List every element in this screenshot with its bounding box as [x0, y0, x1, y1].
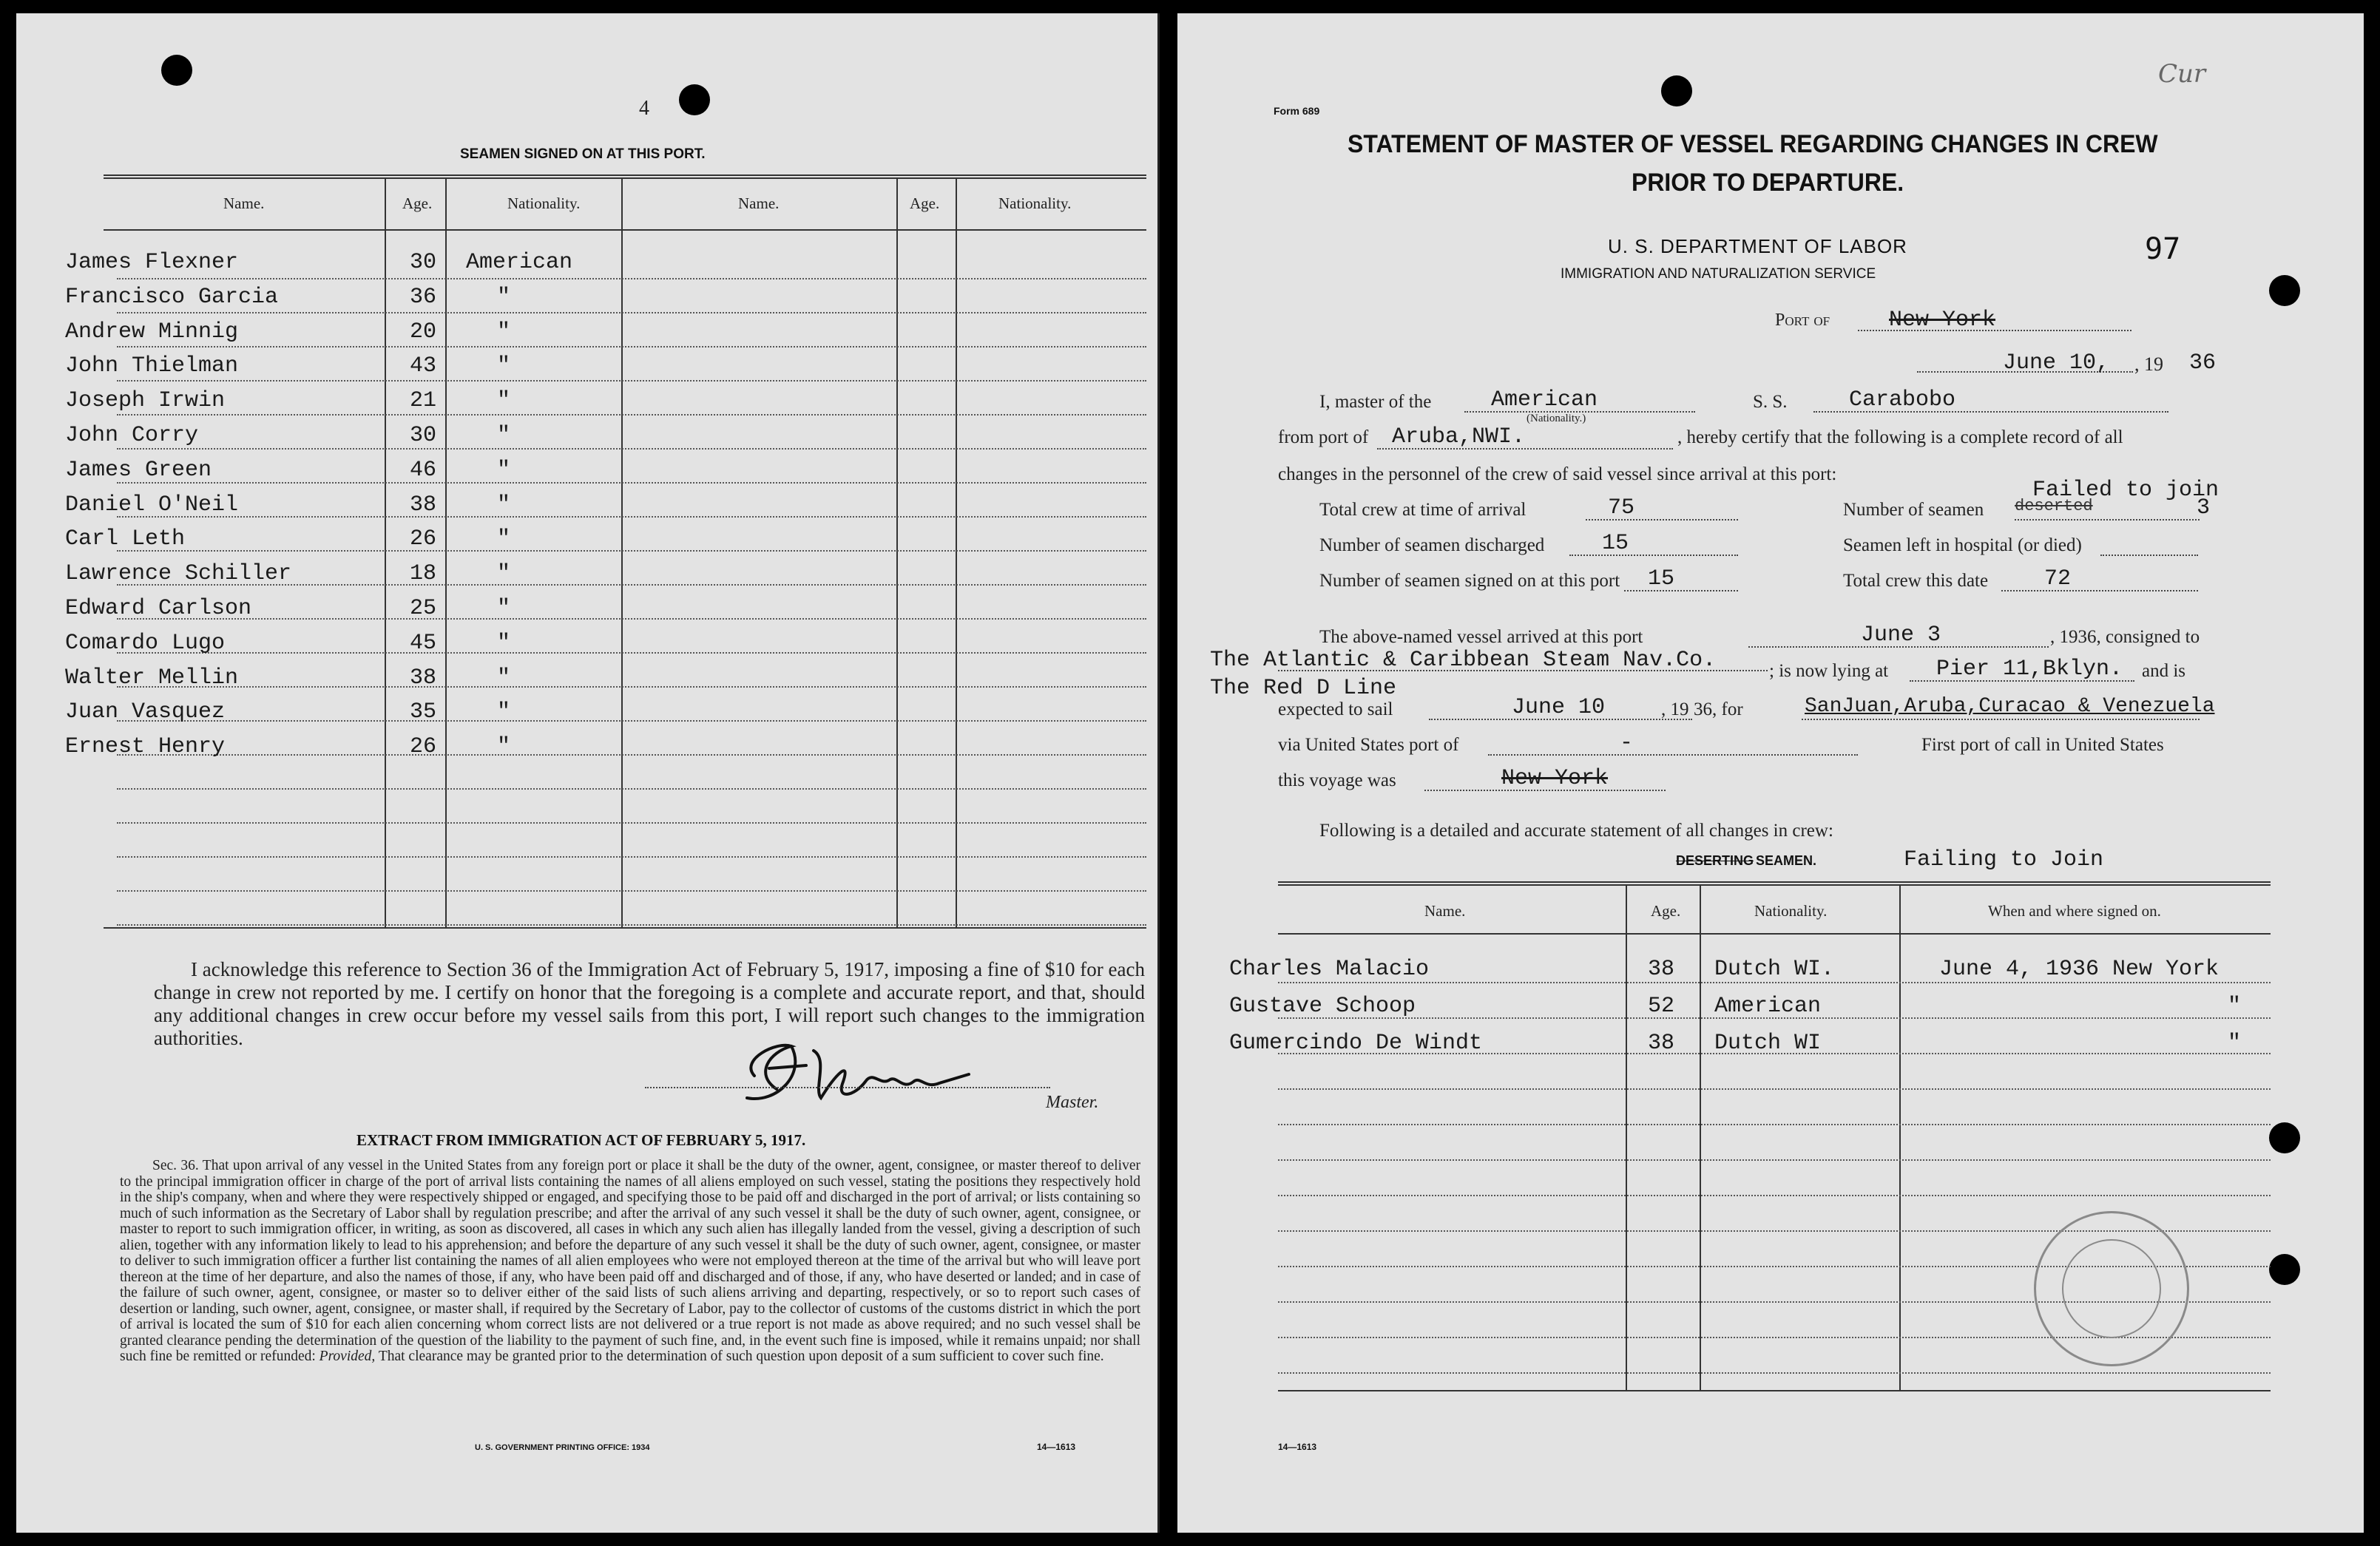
seaman-name: Comardo Lugo: [65, 630, 226, 656]
nationality-value: American: [1491, 387, 1598, 413]
ship-name: Carabobo: [1849, 387, 1956, 413]
punch-hole: [2269, 1122, 2300, 1153]
page-number: 4: [639, 97, 649, 120]
failed-seaman-nationality: Dutch WI: [1714, 1031, 1822, 1056]
fill-line: [1569, 555, 1738, 556]
sail-date: June 10: [1512, 695, 1606, 720]
failed-seaman-name: Charles Malacio: [1229, 957, 1430, 982]
seaman-nationality: American: [466, 250, 573, 275]
row-line: [1278, 982, 2271, 983]
seamen-label: Number of seamen: [1843, 500, 1984, 520]
year-prefix: , 19: [2134, 353, 2163, 375]
line-name: The Red D Line: [1210, 676, 1397, 701]
row-line: [117, 924, 1146, 926]
master-of-label: I, master of the: [1319, 392, 1432, 412]
row-line: [1278, 1088, 2271, 1090]
seaman-nationality: ": [497, 561, 511, 587]
seaman-age: 26: [410, 526, 437, 552]
arrived-date: June 3: [1861, 623, 1941, 648]
department: U. S. DEPARTMENT OF LABOR: [1608, 235, 1907, 257]
nationality-caption: (Nationality.): [1527, 413, 1586, 424]
proviso-label: Provided,: [319, 1349, 376, 1364]
seaman-nationality: ": [497, 353, 511, 379]
service: IMMIGRATION AND NATURALIZATION SERVICE: [1561, 266, 1876, 282]
col-header-nationality: Nationality.: [998, 194, 1072, 212]
row-line: [117, 448, 1146, 450]
seaman-nationality: ": [497, 699, 511, 725]
master-signature: [725, 1030, 976, 1111]
column-line: [896, 179, 898, 927]
changes-text: changes in the personnel of the crew of said vessel since arrival at this port:: [1278, 464, 1837, 484]
failed-seaman-signed: ": [2228, 994, 2242, 1019]
table-top-rule: [1278, 881, 2271, 886]
seaman-nationality: ": [497, 630, 511, 656]
form-title-2: PRIOR TO DEPARTURE.: [1632, 169, 1904, 197]
row-line: [117, 686, 1146, 688]
col-header-name: Name.: [223, 194, 265, 212]
failed-seaman-age: 38: [1648, 1031, 1675, 1056]
row-line: [117, 788, 1146, 790]
seaman-nationality: ": [497, 526, 511, 552]
first-call-label: First port of call in United States: [1921, 735, 2164, 755]
punch-hole: [679, 84, 710, 115]
immigration-seal-inner: [2062, 1239, 2161, 1338]
fill-line: [2015, 519, 2200, 521]
failed-seaman-age: 52: [1648, 994, 1675, 1019]
fill-line: [2001, 590, 2198, 591]
record-number: 97: [2145, 232, 2181, 266]
and-is: and is: [2142, 661, 2186, 681]
discharged-value: 15: [1602, 531, 1629, 556]
seaman-name: John Thielman: [65, 353, 239, 379]
row-line: [117, 890, 1146, 892]
header-rule: [1278, 933, 2271, 935]
row-line: [1278, 1159, 2271, 1161]
punch-hole: [1661, 75, 1692, 106]
seaman-nationality: ": [497, 734, 511, 760]
port-label: Port of: [1775, 311, 1830, 330]
row-line: [117, 278, 1146, 279]
form-code: 14—1613: [1278, 1442, 1317, 1452]
form-title: STATEMENT OF MASTER OF VESSEL REGARDING CHANGES IN CREW: [1348, 130, 2158, 158]
seaman-age: 26: [410, 734, 437, 760]
col-header-name: Name.: [738, 194, 780, 212]
seaman-age: 43: [410, 353, 437, 379]
seaman-name: John Corry: [65, 423, 199, 448]
row-line: [117, 516, 1146, 518]
table-bottom-rule: [1278, 1390, 2271, 1391]
seaman-name: Joseph Irwin: [65, 388, 226, 414]
form-code: 14—1613: [1037, 1442, 1076, 1452]
seaman-age: 30: [410, 423, 437, 448]
form-number: Form 689: [1274, 105, 1320, 117]
deserting-struck: DESERTING: [1676, 853, 1754, 868]
following-text: Following is a detailed and accurate statement of all changes in crew:: [1319, 821, 1833, 841]
total-arrival-value: 75: [1608, 495, 1635, 521]
fill-line: [1488, 754, 1858, 756]
seaman-age: 36: [410, 284, 437, 310]
row-line: [117, 652, 1146, 654]
hospital-label: Seamen left in hospital (or died): [1843, 535, 2082, 555]
total-date-label: Total crew this date: [1843, 571, 1989, 591]
seaman-name: James Flexner: [65, 250, 239, 275]
col-header-age: Age.: [1651, 902, 1681, 920]
printing-office: U. S. GOVERNMENT PRINTING OFFICE: 1934: [475, 1443, 650, 1452]
col-header-nationality: Nationality.: [1754, 902, 1828, 920]
seaman-name: Carl Leth: [65, 526, 186, 552]
seaman-age: 30: [410, 250, 437, 275]
fill-line: [1278, 670, 1768, 671]
seaman-name: Walter Mellin: [65, 665, 239, 691]
column-line: [385, 179, 386, 927]
column-line: [445, 179, 447, 927]
seaman-age: 38: [410, 665, 437, 691]
consignee: The Atlantic & Caribbean Steam Nav.Co.: [1210, 648, 1717, 673]
seaman-nationality: ": [497, 388, 511, 414]
first-call-value: New York: [1501, 766, 1609, 791]
fill-line: [1624, 590, 1738, 591]
seaman-nationality: ": [497, 319, 511, 345]
seaman-age: 18: [410, 561, 437, 587]
port-value: New York: [1889, 308, 1996, 333]
section-label: Sec. 36.: [152, 1158, 199, 1173]
corner-note: Cur: [2158, 59, 2206, 89]
signature-line: [645, 1087, 1050, 1088]
seaman-age: 45: [410, 630, 437, 656]
section-body: That upon arrival of any vessel in the United States from any foreign port or place it shall be the duty of the owner, agent, consignee, or master thereof to deliver to the principal immigration officer in charge of the port of arrival lists containing the names of all aliens employed on such vessel, stating the positions they respectively hold in the ship's company, when and where they were respectively shipped or engaged, and specifying those to be paid off and discharged in the port of arrival; or lists containing so much of such information as the Secretary of Labor shall by regulation prescribe; and after the arrival of any such vessel it shall be the duty of such owner, agent, consignee, or master to report to such immigration officer, in writing, as soon as discovered, all cases in which any such alien has illegally landed from the vessel, giving a description of such alien, together with any information likely to lead to his apprehension; and before the departure of any such vessel it shall be the duty of such owner, agent, consignee, or master to deliver to such immigration officer a further list containing the names of all alien employees who were not employed thereon at the time of the arrival but who will leave port thereon at the time of her departure, and also the names of those, if any, who have been paid off and discharged and of those, if any, who have deserted or landed; and in case of the failure of such owner, agent, consignee, or master so to deliver either of the said lists of such aliens arriving and departing, respectively, or so to report such cases of desertion or landing, such owner, agent, consignee, or master shall, if required by the Secretary of Labor, pay to the collector of customs of the customs district in which the port of arrival is located the sum of $10 for each alien concerning whom correct lists are not delivered or a true report is not made as above required; and no such vessel shall be granted clearance pending the determination of the question of the liability to the payment of such fine, and, in the event such fine is imposed, while it remains unpaid; nor shall such fine be remitted or refunded:: [120, 1158, 1141, 1364]
row-line: [1278, 1124, 2271, 1125]
column-line: [956, 179, 957, 927]
failed-seaman-nationality: Dutch WI.: [1714, 957, 1835, 982]
seaman-nationality: ": [497, 492, 511, 518]
failed-seaman-name: Gumercindo De Windt: [1229, 1031, 1483, 1056]
lying-text: ; is now lying at: [1769, 661, 1889, 681]
seaman-nationality: ": [497, 457, 511, 483]
extract-title: EXTRACT FROM IMMIGRATION ACT OF FEBRUARY 5, 1917.: [356, 1131, 806, 1149]
failing-to-join: Failing to Join: [1904, 847, 2104, 872]
voyage-label: this voyage was: [1278, 770, 1396, 790]
row-line: [117, 754, 1146, 756]
row-line: [1278, 1372, 2271, 1374]
destinations: SanJuan,Aruba,Curacao & Venezuela: [1805, 695, 2215, 718]
total-arrival-label: Total crew at time of arrival: [1319, 500, 1527, 520]
row-line: [117, 822, 1146, 824]
seaman-name: James Green: [65, 457, 212, 483]
signed-on-label: Number of seamen signed on at this port: [1319, 571, 1620, 591]
fill-line: [1802, 719, 2200, 720]
via-value: -: [1620, 730, 1634, 756]
arrived-text: The above-named vessel arrived at this port: [1319, 627, 1643, 647]
row-line: [117, 720, 1146, 722]
seaman-age: 46: [410, 457, 437, 483]
extract-text: [120, 1158, 1140, 1365]
year-suffix: 36: [2189, 350, 2217, 376]
seaman-name: Andrew Minnig: [65, 319, 239, 345]
seaman-nationality: ": [497, 596, 511, 621]
discharged-label: Number of seamen discharged: [1319, 535, 1545, 555]
table-bottom-rule: [104, 927, 1146, 929]
failed-to-join-label: Failed to join: [2032, 478, 2220, 503]
seamen-word: SEAMEN.: [1756, 853, 1817, 868]
table-top-rule: [104, 174, 1146, 179]
row-line: [117, 550, 1146, 552]
failed-seaman-age: 38: [1648, 957, 1675, 982]
seaman-nationality: ": [497, 423, 511, 448]
row-line: [117, 618, 1146, 620]
certify-text: , hereby certify that the following is a complete record of all: [1677, 427, 2123, 447]
punch-hole: [161, 55, 192, 86]
left-page: [16, 13, 1160, 1533]
row-line: [117, 482, 1146, 484]
column-line: [621, 179, 623, 927]
seaman-name: Francisco Garcia: [65, 284, 279, 310]
row-line: [117, 414, 1146, 416]
acknowledgment-text: I acknowledge this reference to Section 36 of the Immigration Act of February 5, 1917, imposing a fine of $10 for each change in crew not reported by me. I certify on honor that the foregoing is a complete and accurate report, and that, should any additional changes in crew occur before my vessel sails from this port, I will report such changes to the immigration authorities.: [154, 958, 1145, 1049]
from-port-label: from port of: [1278, 427, 1369, 447]
punch-hole: [2269, 1254, 2300, 1285]
row-line: [117, 312, 1146, 313]
failed-seaman-nationality: American: [1714, 994, 1822, 1019]
seaman-age: 20: [410, 319, 437, 345]
col-header-age: Age.: [910, 194, 940, 212]
header-rule: [104, 229, 1146, 231]
via-label: via United States port of: [1278, 735, 1459, 755]
seaman-age: 21: [410, 388, 437, 414]
deserted-struck: deserted: [2015, 497, 2093, 515]
punch-hole: [2269, 275, 2300, 306]
col-header-name: Name.: [1424, 902, 1466, 920]
right-page: [1177, 13, 2364, 1533]
row-line: [117, 380, 1146, 382]
row-line: [1278, 1195, 2271, 1196]
section-title: SEAMEN SIGNED ON AT THIS PORT.: [460, 146, 706, 162]
seaman-name: Ernest Henry: [65, 734, 226, 760]
proviso-text: That clearance may be granted prior to the determination of such question upon deposit of a sum sufficient to cover such fine.: [378, 1349, 1104, 1364]
col-header-signed: When and where signed on.: [1988, 902, 2161, 920]
seaman-name: Juan Vasquez: [65, 699, 226, 725]
failed-count: 3: [2197, 495, 2211, 521]
seaman-age: 38: [410, 492, 437, 518]
failed-seaman-signed: June 4, 1936 New York: [1939, 957, 2220, 982]
ss-label: S. S.: [1753, 392, 1788, 412]
seaman-name: Lawrence Schiller: [65, 561, 292, 587]
seaman-name: Edward Carlson: [65, 596, 252, 621]
seaman-age: 35: [410, 699, 437, 725]
col-header-age: Age.: [402, 194, 433, 212]
row-line: [117, 856, 1146, 858]
column-line: [1899, 886, 1901, 1390]
expected-label: expected to sail: [1278, 699, 1393, 719]
seaman-nationality: ": [497, 284, 511, 310]
seaman-nationality: ": [497, 665, 511, 691]
sail-year-post: 36, for: [1694, 699, 1743, 719]
column-line: [1700, 886, 1701, 1390]
date-value: June 10,: [2003, 350, 2110, 376]
from-port-value: Aruba,NWI.: [1392, 424, 1526, 450]
fill-line: [2100, 555, 2198, 556]
seaman-name: Daniel O'Neil: [65, 492, 239, 518]
arrived-year: , 1936, consigned to: [2050, 627, 2200, 647]
col-header-nationality: Nationality.: [507, 194, 581, 212]
row-line: [117, 346, 1146, 347]
master-label: Master.: [1046, 1093, 1099, 1112]
failed-seaman-name: Gustave Schoop: [1229, 994, 1416, 1019]
total-date-value: 72: [2044, 566, 2072, 591]
sail-year-pre: , 19: [1661, 699, 1689, 719]
failed-seaman-signed: ": [2228, 1031, 2242, 1056]
seaman-age: 25: [410, 596, 437, 621]
signed-on-value: 15: [1648, 566, 1675, 591]
column-line: [1626, 886, 1627, 1390]
lying-at: Pier 11,Bklyn.: [1936, 657, 2123, 682]
